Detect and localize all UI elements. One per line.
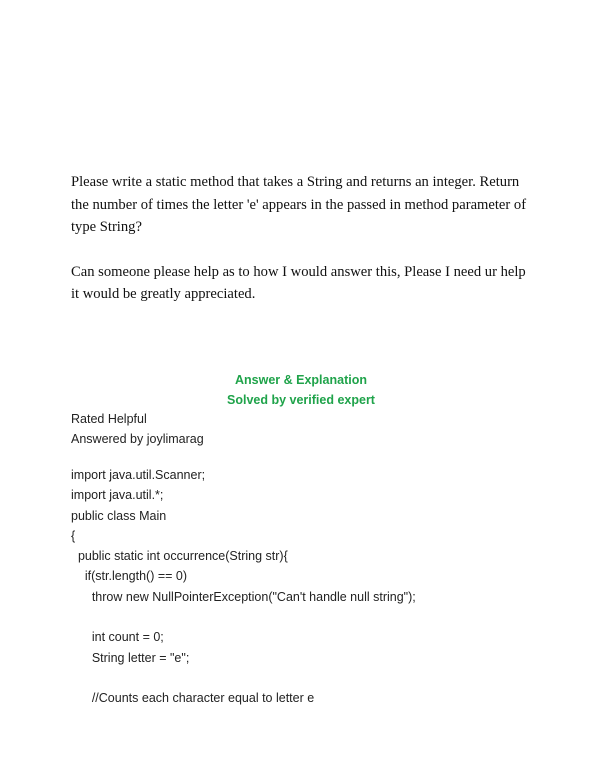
rating-label: Rated Helpful [71, 412, 147, 426]
answered-by-label: Answered by joylimarag [71, 432, 204, 446]
answer-subheading: Solved by verified expert [227, 393, 375, 407]
code-block [71, 465, 416, 709]
question-paragraph: Can someone please help as to how I would answer this, Please I need ur help it would be greatly appreciated. [71, 263, 526, 302]
code-line: { [71, 528, 76, 543]
code-line: if(str.length() == 0) [71, 569, 188, 584]
answer-heading: Answer & Explanation [235, 373, 367, 387]
question-text [71, 171, 531, 328]
code-line: import java.util.Scanner; [71, 468, 206, 482]
code-line [71, 607, 416, 627]
code-line: public class Main [71, 508, 167, 523]
code-line: String letter = "e"; [71, 650, 190, 665]
code-line [71, 668, 416, 688]
code-line: import java.util.*; [71, 488, 164, 503]
code-line: int count = 0; [71, 630, 164, 645]
code-line: //Counts each character equal to letter e [71, 691, 315, 706]
code-line: public static int occurrence(String str){ [71, 549, 288, 564]
question-paragraph: Please write a static method that takes a String and returns an integer. Return the number of times the letter 'e' appears in the passed in method parameter of type String? [71, 174, 527, 235]
code-line: throw new NullPointerException("Can't handle null string"); [71, 589, 416, 604]
